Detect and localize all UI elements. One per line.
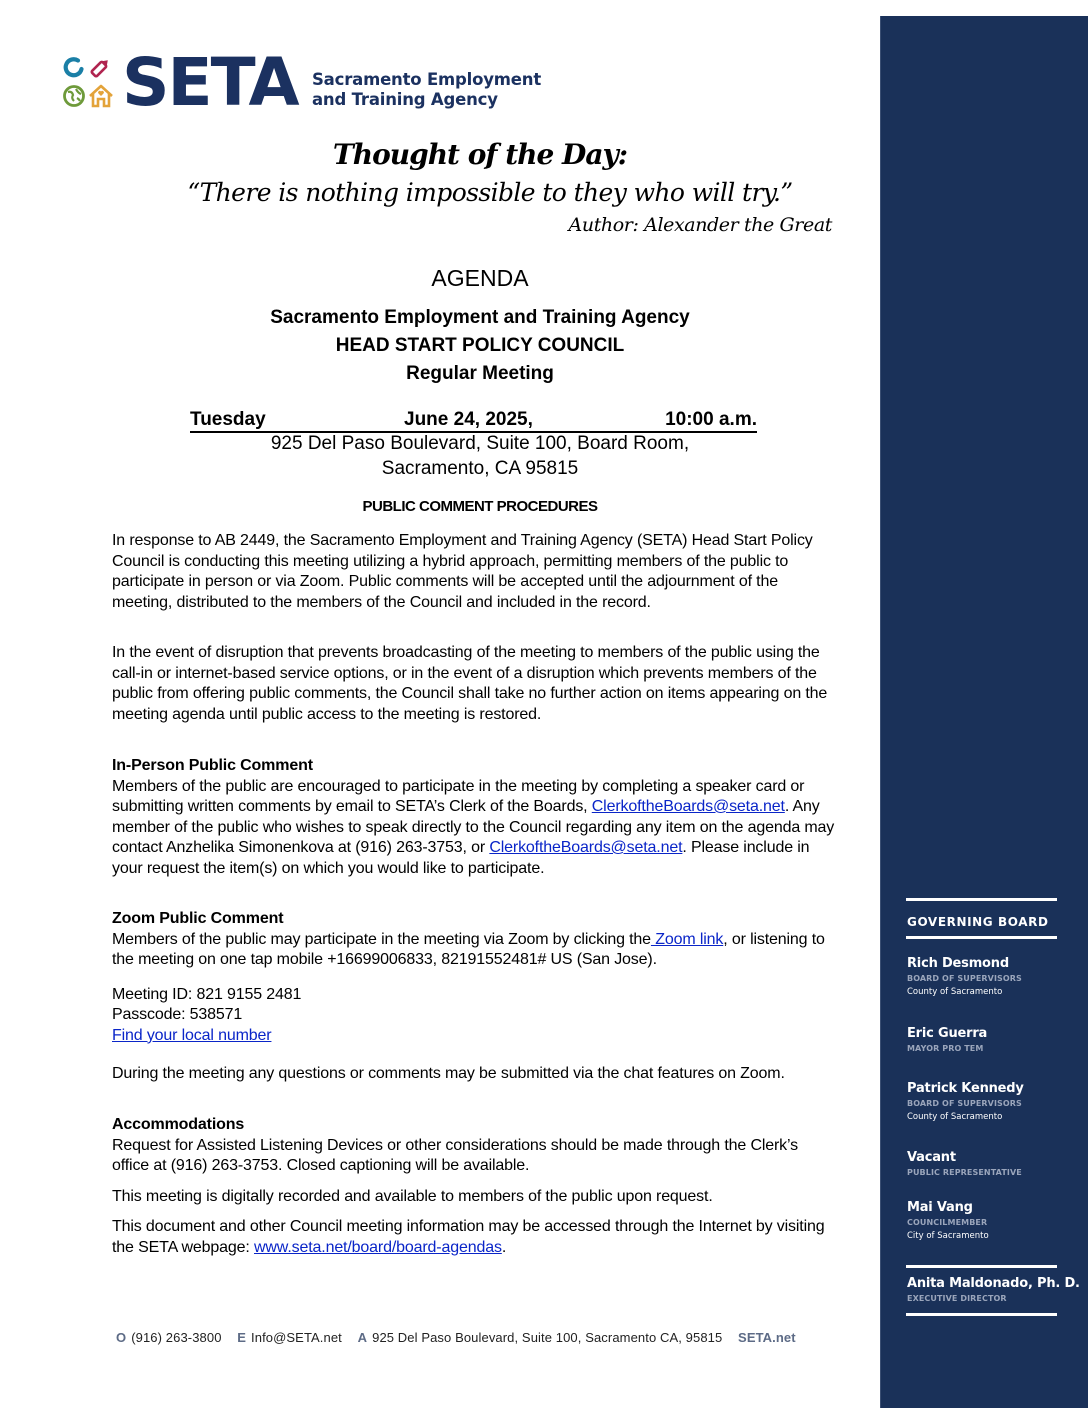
board-member xyxy=(907,1150,1022,1179)
member-org: County of Sacramento xyxy=(907,987,1003,997)
footer-email: Info@SETA.net xyxy=(251,1330,342,1345)
agenda-title: AGENDA xyxy=(431,265,529,291)
member-name: Mai Vang xyxy=(907,1200,973,1215)
zoom-link[interactable]: Zoom link xyxy=(650,930,724,948)
in-person-text xyxy=(112,777,837,880)
passcode: Passcode: 538571 xyxy=(112,1006,243,1023)
house-icon xyxy=(88,84,114,108)
council-name: HEAD START POLICY COUNCIL xyxy=(335,335,625,356)
footer-address: 925 Del Paso Boulevard, Suite 100, Sacramento CA, 95815 xyxy=(372,1330,723,1345)
board-member xyxy=(907,1200,989,1244)
meeting-dateline xyxy=(190,409,757,433)
in-person-text-2: . Any member of the public who wishes to speak directly to the Council regarding any item on the agenda may contact Anzhelika Simonenkova at (916) 263-3753, or xyxy=(112,798,835,856)
board-member xyxy=(907,956,1022,1000)
governing-board-heading: GOVERNING BOARD xyxy=(907,915,1049,929)
divider xyxy=(906,898,1057,901)
logo-icon-grid xyxy=(62,56,114,110)
globe-icon xyxy=(62,84,86,108)
access-text xyxy=(112,1217,837,1258)
meeting-address-line1: 925 Del Paso Boulevard, Suite 100, Board Room, xyxy=(270,433,690,454)
board-member xyxy=(907,1026,987,1055)
board-member xyxy=(907,1081,1024,1125)
divider xyxy=(906,1265,1057,1268)
footer-phone: (916) 263-3800 xyxy=(131,1330,222,1345)
member-name: Eric Guerra xyxy=(907,1026,988,1041)
thought-of-day-title: Thought of the Day: xyxy=(332,138,628,171)
member-name: Patrick Kennedy xyxy=(907,1081,1024,1096)
executive-role: EXECUTIVE DIRECTOR xyxy=(907,1294,1007,1303)
access-text-1: This document and other Council meeting information may be accessed through the Internet by visiting the SETA webpage: xyxy=(112,1218,825,1256)
divider xyxy=(906,1313,1057,1316)
divider xyxy=(906,936,1057,939)
email-key: E xyxy=(237,1330,247,1345)
member-role: BOARD OF SUPERVISORS xyxy=(907,974,1022,983)
meeting-time: 10:00 a.m. xyxy=(665,409,757,430)
organization-name: Sacramento Employment and Training Agency xyxy=(270,307,690,328)
section-title: PUBLIC COMMENT PROCEDURES xyxy=(362,498,598,515)
accommodations-heading: Accommodations xyxy=(112,1116,245,1133)
member-role: COUNCILMEMBER xyxy=(907,1218,988,1227)
meeting-address-line2: Sacramento, CA 95815 xyxy=(381,458,579,479)
member-org: County of Sacramento xyxy=(907,1112,1003,1122)
logo-subtitle xyxy=(312,70,541,110)
access-text-2: . xyxy=(501,1238,507,1256)
zoom-text-2: , or listening to the meeting on one tap mobile +16699006833, 82191552481# US (San Jose). xyxy=(112,930,825,968)
footer-site: SETA.net xyxy=(738,1330,796,1345)
zoom-text xyxy=(112,930,837,971)
thought-of-day-quote: “There is nothing impossible to they who will try.” xyxy=(187,178,793,207)
member-role: MAYOR PRO TEM xyxy=(907,1044,984,1053)
member-org: City of Sacramento xyxy=(907,1231,989,1241)
intro-paragraph xyxy=(112,531,837,613)
logo-wordmark: SETA xyxy=(122,44,298,121)
member-role: PUBLIC REPRESENTATIVE xyxy=(907,1168,1022,1177)
zoom-section xyxy=(112,909,837,1085)
executive-name: Anita Maldonado, Ph. D. xyxy=(907,1276,1080,1291)
in-person-heading: In-Person Public Comment xyxy=(112,757,313,774)
recorded-note: This meeting is digitally recorded and available to members of the public upon request. xyxy=(112,1187,713,1205)
pencil-icon xyxy=(88,56,112,80)
board-agendas-link[interactable]: www.seta.net/board/board-agendas xyxy=(254,1238,502,1256)
phone-key: O xyxy=(116,1330,127,1345)
meeting-id: Meeting ID: 821 9155 2481 xyxy=(112,985,302,1003)
member-name: Vacant xyxy=(907,1150,956,1165)
meeting-type: Regular Meeting xyxy=(406,363,554,384)
page-footer xyxy=(116,1330,796,1345)
seta-logo xyxy=(62,44,542,121)
address-key: A xyxy=(357,1330,368,1345)
find-local-number-link[interactable]: Find your local number xyxy=(112,1026,272,1044)
zoom-heading: Zoom Public Comment xyxy=(112,910,284,927)
disruption-paragraph xyxy=(112,643,837,725)
disruption-text: In the event of disruption that prevents broadcasting of the meeting to members of the public using the call-in or internet-based service options, or in the event of a disruption which prevents members of the public from offering public comments, the Council shall take no further action on items appearing on the meeting agenda until public access to the meeting is restored. xyxy=(112,644,828,723)
logo-subtitle-line1: Sacramento Employment xyxy=(312,70,542,89)
member-role: BOARD OF SUPERVISORS xyxy=(907,1099,1022,1108)
executive-director xyxy=(907,1276,1080,1305)
in-person-text-1: Members of the public are encouraged to participate in the meeting by completing a speaker card or submitting written comments by email to SETA’s Clerk of the Boards, xyxy=(112,777,805,815)
zoom-text-1: Members of the public may participate in the meeting via Zoom by clicking the xyxy=(112,930,651,948)
in-person-section xyxy=(112,756,837,879)
clerk-email-link-2[interactable]: ClerkoftheBoards@seta.net xyxy=(489,839,683,856)
chat-note: During the meeting any questions or comments may be submitted via the chat features on Zoom. xyxy=(112,1065,785,1082)
intro-text: In response to AB 2449, the Sacramento Employment and Training Agency (SETA) Head Start Policy Council is conducting this meeting utilizing a hybrid approach, permitting members of the public to participate in person or via Zoom. Public comments will be accepted until the adjournment of the meeting, distributed to the members of the Council and included in the record. xyxy=(112,532,813,611)
meeting-date: June 24, 2025, xyxy=(404,409,533,430)
meeting-day: Tuesday xyxy=(190,409,266,430)
accommodations-section xyxy=(112,1115,837,1258)
ring-icon xyxy=(62,56,86,80)
thought-of-day-author: Author: Alexander the Great xyxy=(568,214,832,236)
member-name: Rich Desmond xyxy=(907,956,1009,971)
clerk-email-link[interactable]: ClerkoftheBoards@seta.net xyxy=(591,798,785,815)
logo-subtitle-line2: and Training Agency xyxy=(312,90,498,109)
accommodations-text: Request for Assisted Listening Devices or other considerations should be made through the Clerk’s office at (916) 263-3753. Closed captioning will be available. xyxy=(112,1136,798,1174)
in-person-text-3: . Please include in your request the item(s) on which you would like to participate. xyxy=(112,839,810,877)
governing-board-sidebar xyxy=(880,16,1088,1408)
